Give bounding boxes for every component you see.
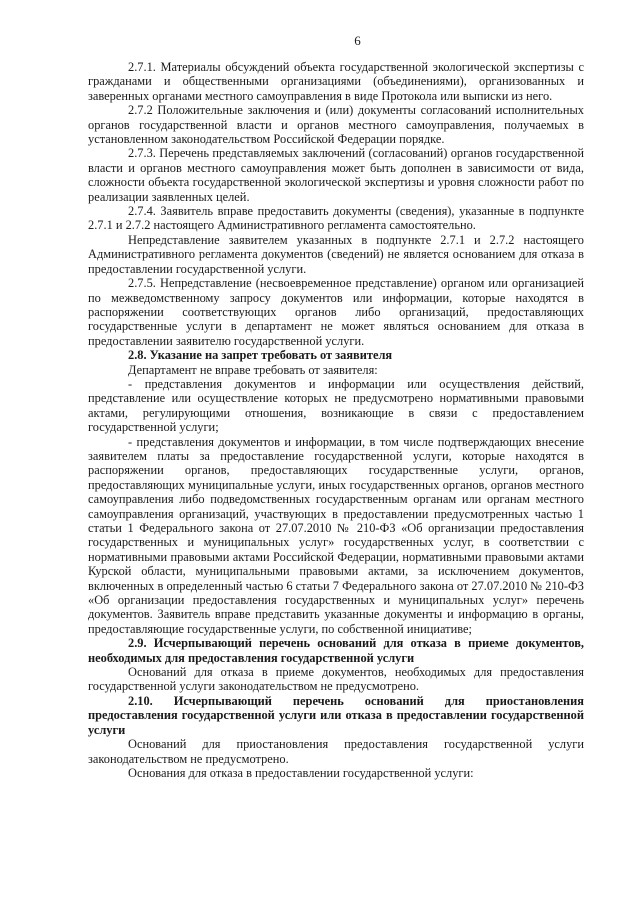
heading-2-10: 2.10. Исчерпывающий перечень оснований для приостановления предоставления государственной услуги или отказа в предоставлении государственной услуги xyxy=(88,693,584,737)
paragraph-2-7-2: 2.7.2 Положительные заключения и (или) документы согласований исполнительных органов государственной власти и органов местного самоуправления, получаемых в установленном законодательством Российской Федерации порядке. xyxy=(88,103,584,147)
list-item-dash: - представления документов и информации или осуществления действий, представление или осуществление которых не предусмотрено нормативными правовыми актами, регулирующими отношения, возникающие в связи с предоставлением государственной услуги; xyxy=(88,376,584,435)
paragraph-2-7-4: 2.7.4. Заявитель вправе предоставить документы (сведения), указанные в подпункте 2.7.1 и 2.7.2 настоящего Административного регламента самостоятельно. xyxy=(88,204,584,233)
paragraph-department-not-entitled: Департамент не вправе требовать от заявителя: xyxy=(128,362,378,377)
page-number: 6 xyxy=(354,33,361,48)
document-body xyxy=(88,60,584,780)
paragraph-grounds-refusal: Основания для отказа в предоставлении государственной услуги: xyxy=(128,765,474,780)
heading-2-8: 2.8. Указание на запрет требовать от заявителя xyxy=(128,348,393,363)
list-item-dash: - представления документов и информации, в том числе подтверждающих внесение заявителем платы за предоставление государственной услуги, которые находятся в распоряжении органов, предоставляющих государственные услуги, органов, предоставляющих муниципальные услуги, иных государственных органов, органов местного самоуправления либо подведомственных государственным органам или органам местного самоуправления организаций, участвующих в предоставлении предусмотренных частью 1 статьи 1 Федерального закона от 27.07.2010 № 210-ФЗ «Об организации предоставления государственных и муниципальных услуг» государственных услуг, в соответствии с нормативными правовыми актами Российской Федерации, нормативными правовыми актами Курской области, муниципальными правовыми актами, за исключением документов, включенных в определенный частью 6 статьи 7 Федерального закона от 27.07.2010 № 210-ФЗ «Об организации предоставления государственных и муниципальных услуг» перечень документов. Заявитель вправе представить указанные документы и информацию в органы, предоставляющие государственные услуги, по собственной инициативе; xyxy=(88,434,584,636)
paragraph-no-grounds-refusal-acceptance: Оснований для отказа в приеме документов, необходимых для предоставления государственной услуги законодательством не предусмотрено. xyxy=(88,665,584,694)
paragraph-2-7-5: 2.7.5. Непредставление (несвоевременное представление) органом или организацией по межведомственному запросу документов или информации, которые находятся в распоряжении соответствующих органов либо организаций, предоставляющих государственные услуги в департамент не может являться основанием для отказа в предоставлении заявителю государственной услуги. xyxy=(88,276,584,348)
paragraph-2-7-3: 2.7.3. Перечень представляемых заключений (согласований) органов государственной власти и органов местного самоуправления может быть дополнен в зависимости от вида, сложности объекта государственной экологической экспертизы и уровня сложности работ по реализации заявленных целей. xyxy=(88,146,584,204)
paragraph-non-submission: Непредставление заявителем указанных в подпункте 2.7.1 и 2.7.2 настоящего Административного регламента документов (сведений) не является основанием для отказа в предоставлении государственной услуги. xyxy=(88,232,584,276)
heading-2-9: 2.9. Исчерпывающий перечень оснований для отказа в приеме документов, необходимых для предоставления государственной услуги xyxy=(88,636,584,665)
paragraph-2-7-1: 2.7.1. Материалы обсуждений объекта государственной экологической экспертизы с гражданами и общественными организациями (объединениями), организованных и заверенных органами местного самоуправления в виде Протокола или выписки из него. xyxy=(88,60,584,103)
paragraph-no-grounds-suspension: Оснований для приостановления предоставления государственной услуги законодательством не предусмотрено. xyxy=(88,737,584,766)
